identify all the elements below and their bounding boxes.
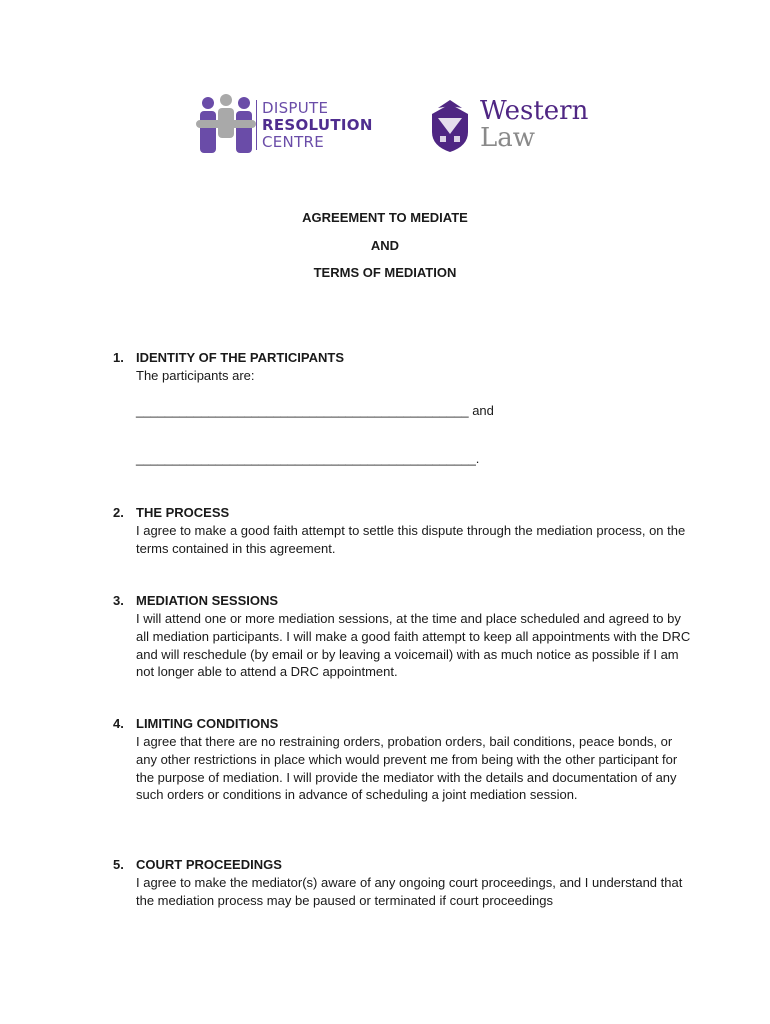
section-3-heading — [113, 593, 278, 608]
participant-1-blank: ______________________________________________ and — [136, 403, 494, 418]
section-number: 5. — [113, 857, 124, 872]
crest-icon — [430, 100, 470, 154]
section-4-heading — [113, 716, 278, 731]
document-title: AGREEMENT TO MEDIATE — [302, 210, 468, 225]
drc-logo-line2: RESOLUTION — [262, 116, 373, 134]
section-3-text: I will attend one or more mediation sessions, at the time and place scheduled and agreed to by all mediation participants. I will make a good faith attempt to keep all appointments with the DRC and will reschedule (by email or by leaving a voicemail) with as much notice as possible if I am not longer able to attend a DRC appointment. — [136, 611, 691, 680]
section-title: MEDIATION SESSIONS — [136, 593, 279, 608]
section-number: 2. — [113, 505, 124, 520]
western-logo-line2: Law — [480, 123, 536, 153]
section-title: COURT PROCEEDINGS — [136, 857, 282, 872]
section-number: 1. — [113, 350, 124, 365]
dispute-resolution-centre-logo — [196, 94, 386, 158]
section-2-text: I agree to make a good faith attempt to settle this dispute through the mediation process, on the terms contained in this agreement. — [136, 523, 686, 556]
section-title: IDENTITY OF THE PARTICIPANTS — [136, 350, 345, 365]
participant-2-blank: _______________________________________________. — [136, 451, 480, 466]
document-title-and: AND — [370, 238, 400, 253]
section-4-text: I agree that there are no restraining orders, probation orders, bail conditions, peace bonds, or any other restrictions in place which would prevent me from being with the other participant for the purpose of mediation. I will provide the mediator with the details and documentation of any such orders or conditions in advance of scheduling a joint mediation session. — [136, 734, 678, 803]
western-logo-line1: Western — [480, 96, 589, 126]
section-number: 4. — [113, 716, 124, 731]
section-1-text: The participants are: — [136, 368, 255, 383]
section-5-heading — [113, 857, 282, 872]
drc-logo-line1: DISPUTE — [262, 99, 329, 117]
drc-logo-line3: CENTRE — [262, 133, 325, 151]
document-subtitle: TERMS OF MEDIATION — [313, 265, 457, 280]
section-number: 3. — [113, 593, 124, 608]
section-2-heading — [113, 505, 229, 520]
section-title: LIMITING CONDITIONS — [136, 716, 279, 731]
section-5-text: I agree to make the mediator(s) aware of any ongoing court proceedings, and I understand that the mediation process may be paused or terminated if court proceedings — [136, 875, 683, 908]
section-1-heading — [113, 350, 344, 365]
western-law-logo — [430, 98, 600, 156]
people-icon — [196, 94, 256, 156]
section-title: THE PROCESS — [136, 505, 230, 520]
